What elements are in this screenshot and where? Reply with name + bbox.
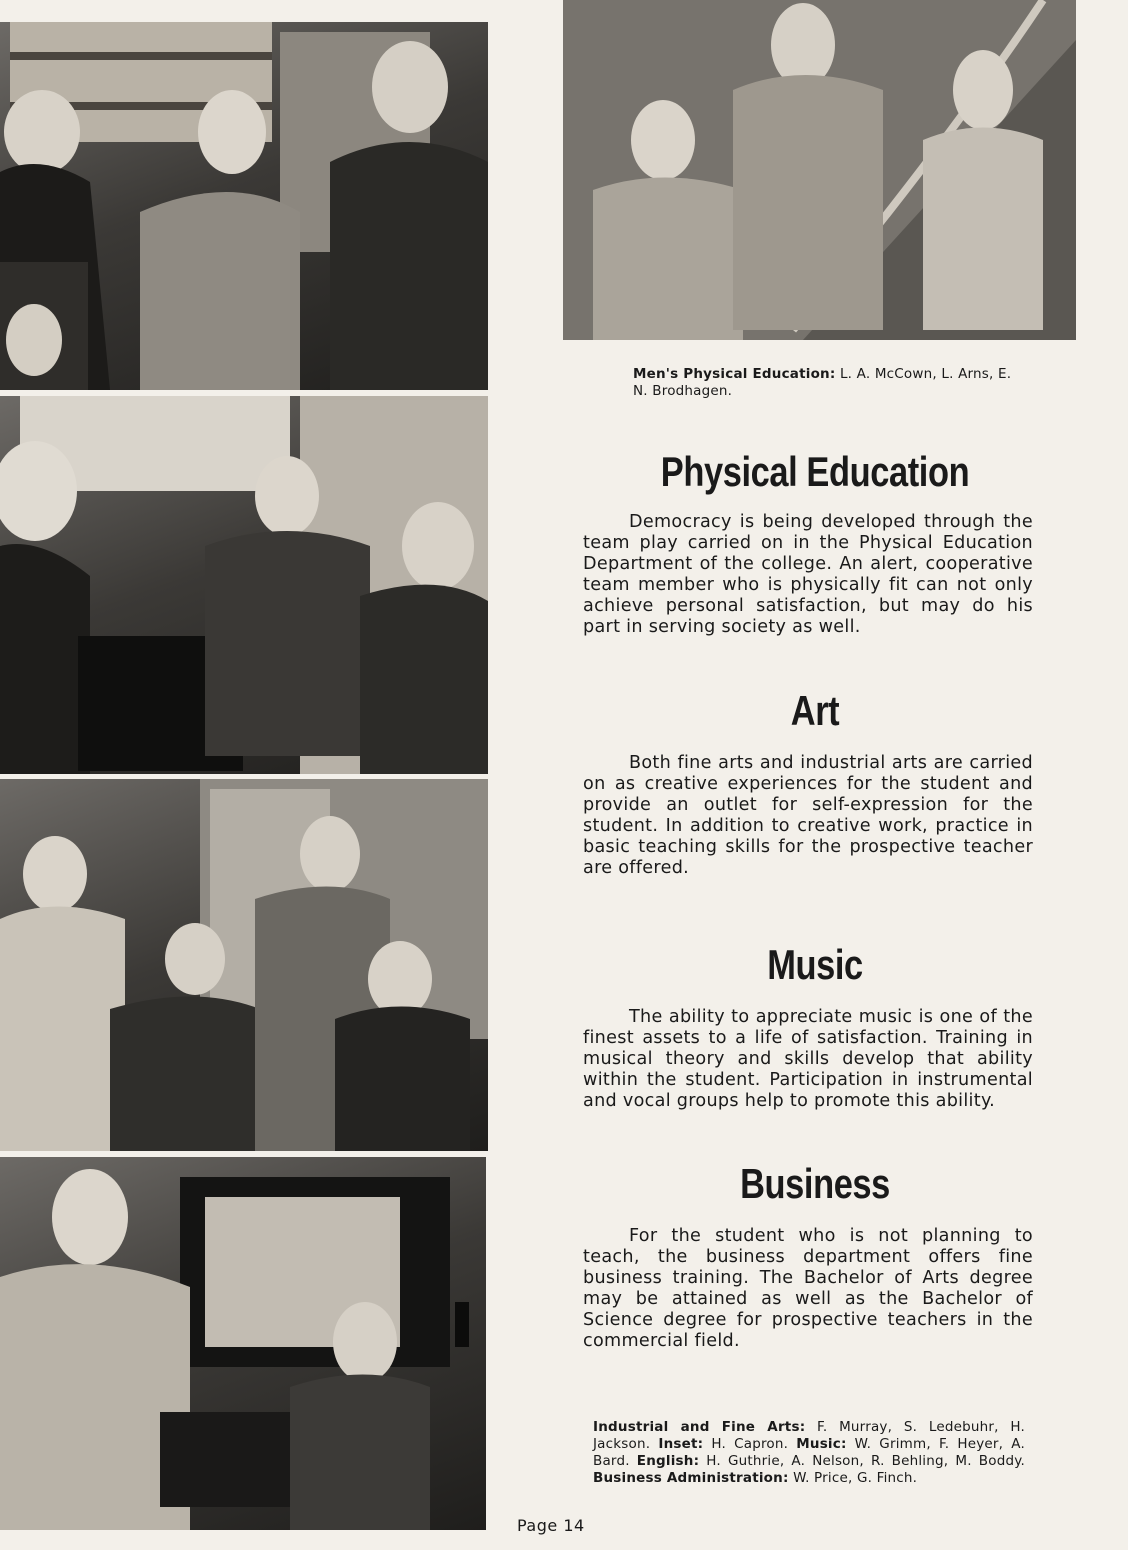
text-art: Both fine arts and industrial arts are carried on as creative experiences for the student and provide an outlet for self-expression for the student. In addition to creative work, practice in basic teaching skills for the prospective teacher are offered. <box>583 753 1033 878</box>
caption-label-industrial-fine-arts: Industrial and Fine Arts: <box>593 1419 806 1435</box>
text-music: The ability to appreciate music is one of the finest assets to a life of satisfaction. Training in musical theory and skills develop that ability within the student. Participation in instrumental and vocal groups help to promote this ability. <box>583 1007 1033 1111</box>
caption-names-business-administration: W. Price, G. Finch. <box>788 1470 918 1486</box>
caption-label-english: English: <box>636 1453 700 1469</box>
heading-physical-education: Physical Education <box>660 448 970 495</box>
photo-business-figures <box>0 1157 486 1530</box>
caption-names-industrial-fine-arts: F. Murray, S. Ledebuhr, H. Jackson. <box>593 1419 1026 1452</box>
photo-music <box>0 779 488 1151</box>
caption-names-music: W. Grimm, F. Heyer, A. Bard. <box>593 1436 1025 1469</box>
caption-faculty-list <box>593 1419 1025 1487</box>
caption-names-mens-pe: L. A. McCown, L. Arns, E. N. Brodhagen. <box>633 366 1012 399</box>
caption-names-english: H. Guthrie, A. Nelson, R. Behling, M. Boddy. <box>699 1453 1025 1469</box>
caption-names-inset: H. Capron. <box>703 1436 797 1452</box>
photo-music-figures <box>0 779 488 1151</box>
caption-mens-physical-education <box>633 366 1023 400</box>
photo-english-figures <box>0 396 488 774</box>
caption-label-inset: Inset: <box>658 1436 704 1452</box>
caption-label-mens-pe: Men's Physical Education: <box>633 366 836 382</box>
photo-industrial-fine-arts-figures <box>0 22 488 390</box>
caption-label-music: Music: <box>796 1436 847 1452</box>
page-number: Page 14 <box>517 1516 585 1535</box>
photo-industrial-fine-arts <box>0 22 488 390</box>
photo-mens-physical-education <box>563 0 1076 340</box>
caption-label-business-administration: Business Administration: <box>593 1470 789 1486</box>
heading-music: Music <box>767 941 863 988</box>
photo-mens-pe-figures <box>563 0 1076 340</box>
photo-english <box>0 396 488 774</box>
text-business: For the student who is not planning to teach, the business department offers fine business training. The Bachelor of Arts degree may be attained as well as the Bachelor of Science degree for prospective teachers in the commercial field. <box>583 1226 1033 1351</box>
heading-art: Art <box>790 687 840 734</box>
text-physical-education: Democracy is being developed through the team play carried on in the Physical Education Department of the college. An alert, cooperative team member who is physically fit can not only achieve personal satisfaction, but may do his part in serving society as well. <box>583 512 1033 637</box>
heading-business: Business <box>740 1160 890 1207</box>
photo-business <box>0 1157 486 1530</box>
